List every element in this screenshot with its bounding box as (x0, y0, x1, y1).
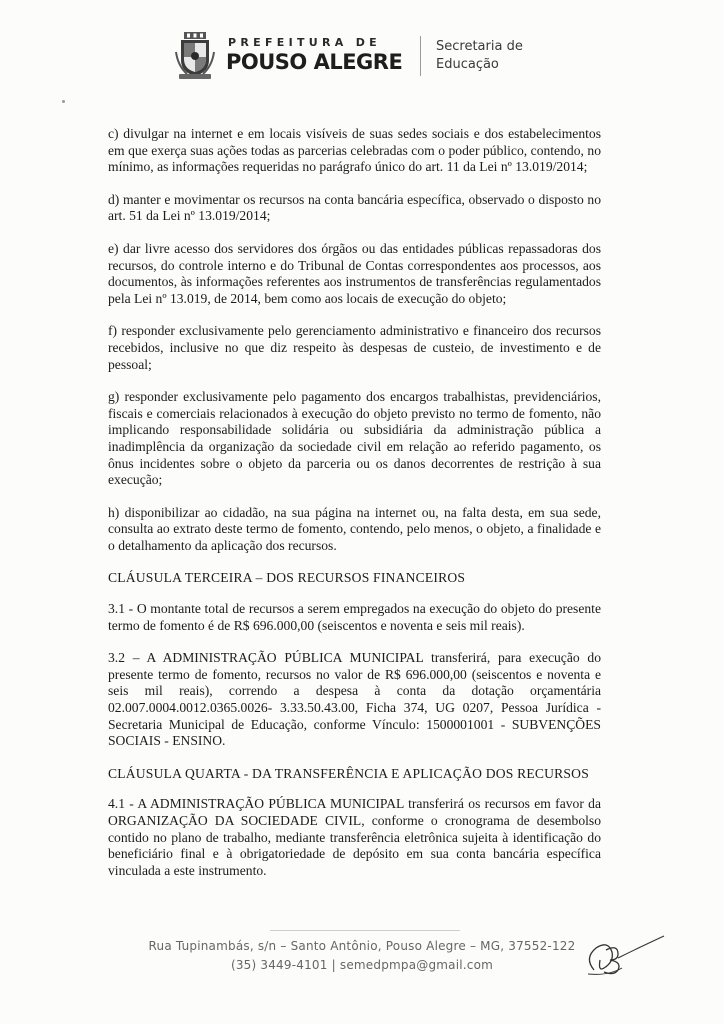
footer-address: Rua Tupinambás, s/n – Santo Antônio, Pouso Alegre – MG, 37552-122 (148, 939, 576, 953)
clause-four-heading: CLÁUSULA QUARTA - DA TRANSFERÊNCIA E APLICAÇÃO DOS RECURSOS (108, 765, 589, 781)
header-divider (420, 36, 421, 76)
paragraph-f: f) responder exclusivamente pelo gerenciamento administrativo e financeiro dos recursos recebidos, inclusive no que diz respeito às despesas de custeio, de investimento e de pessoal; (108, 323, 601, 372)
department-line-1: Secretaria de (436, 39, 523, 54)
footer-contact: (35) 3449-4101 | semedpmpa@gmail.com (230, 958, 494, 972)
footer-divider (270, 930, 460, 931)
paragraph-e: e) dar livre acesso dos servidores dos órgãos ou das entidades públicas repassadoras dos recursos, do controle interno e do Tribunal de Contas correspondentes aos processos, aos documentos, às informações referentes aos instrumentos de transferências regulamentados pela Lei nº 13.019, de 2014, bem como aos locais de execução do objeto; (108, 240, 601, 306)
paragraph-h: h) disponibilizar ao cidadão, na sua página na internet ou, na falta desta, em sua sede, consulta ao extrato deste termo de fomento, contendo, pelo menos, o objeto, a finalidade e o detalhamento da aplicação dos recursos. (108, 504, 601, 553)
clause-three-heading: CLÁUSULA TERCEIRA – DOS RECURSOS FINANCEIROS (108, 570, 466, 586)
paragraph-d: d) manter e movimentar os recursos na conta bancária específica, observado o disposto no art. 51 da Lei nº 13.019/2014; (108, 191, 601, 224)
paragraph-c: c) divulgar na internet e em locais visíveis de suas sedes sociais e dos estabelecimentos em que exerça suas ações todas as parcerias celebradas com o poder público, contendo, no mínimo, as informações requeridas no parágrafo único do art. 11 da Lei nº 13.019/2014; (108, 126, 601, 175)
letterhead (170, 30, 590, 86)
brand-top-line: PREFEITURA DE (228, 36, 381, 49)
brand-name: POUSO ALEGRE (226, 50, 403, 74)
paragraph-g: g) responder exclusivamente pelo pagamento dos encargos trabalhistas, previdenciários, fiscais e comerciais relacionados à execução do objeto previsto no termo de fomento, não implicando responsabilidade solidária ou subsidiária da administração pública a inadimplência da organização da sociedade civil em relação ao referido pagamento, os ônus incidentes sobre o objeto da parceria ou os danos decorrentes de restrição à sua execução; (108, 389, 601, 488)
item-3-1: 3.1 - O montante total de recursos a serem empregados na execução do objeto do presente termo de fomento é de R$ 696.000,00 (seiscentos e noventa e seis mil reais). (108, 601, 601, 633)
item-3-2: 3.2 – A ADMINISTRAÇÃO PÚBLICA MUNICIPAL transferirá, para execução do presente termo de fomento, recursos no valor de R$ 696.000,00 (seiscentos e noventa e seis mil reais), correndo a despesa à conta da dotação orçamentária 02.007.0004.0012.0365.0026- 3.33.50.43.00, Ficha 374, UG 0207, Pessoa Jurídica - Secretaria Municipal de Educação, conforme Vínculo: 1500001001 - SUBVENÇÕES SOCIAIS - ENSINO. (108, 650, 601, 749)
signature-initials-icon (578, 930, 668, 980)
document-body (108, 126, 601, 879)
municipal-crest-icon (175, 32, 215, 80)
scan-mark (62, 100, 65, 103)
department-line-2: Educação (436, 57, 499, 72)
item-4-1: 4.1 - A ADMINISTRAÇÃO PÚBLICA MUNICIPAL transferirá os recursos em favor da ORGANIZAÇÃO DA SOCIEDADE CIVIL, conforme o cronograma de desembolso contido no plano de trabalho, mediante transferência eletrônica sujeita à identificação do beneficiário final e à obrigatoriedade de depósito em sua conta bancária específica vinculada a este instrumento. (108, 796, 601, 878)
